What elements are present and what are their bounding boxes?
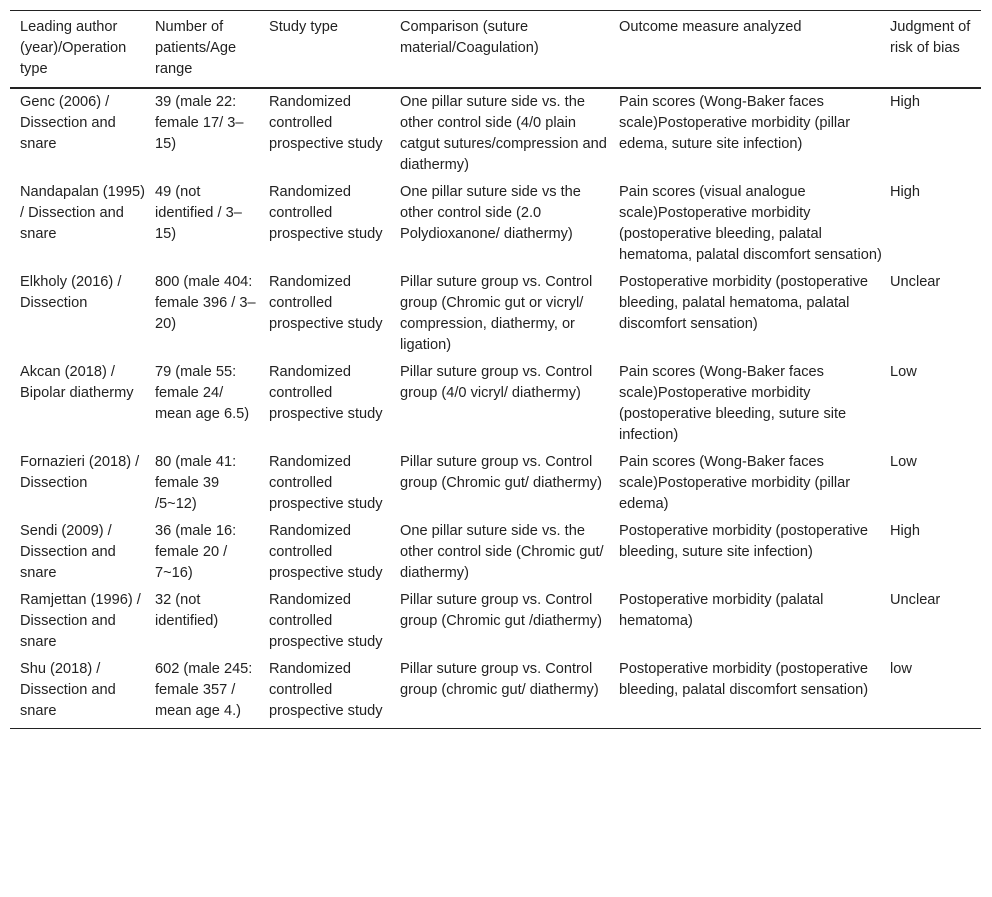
cell-author-operation: Ramjettan (1996) / Dissection and snare	[20, 592, 141, 650]
header-row	[10, 11, 981, 89]
cell-author-operation: Genc (2006) / Dissection and snare	[20, 94, 116, 152]
header-risk-of-bias: Judgment of risk of bias	[890, 19, 971, 56]
cell-study-type: Randomized controlled prospective study	[269, 661, 383, 719]
cell-study-type: Randomized controlled prospective study	[269, 364, 383, 422]
cell-outcome-measure: Postoperative morbidity (postoperative bleeding, palatal discomfort sensation)	[619, 661, 869, 698]
cell-outcome-measure: Postoperative morbidity (palatal hematoma)	[619, 592, 824, 629]
cell-comparison: One pillar suture side vs. the other control side (4/0 plain catgut sutures/compression and diathermy)	[400, 94, 607, 173]
cell-comparison: One pillar suture side vs. the other control side (Chromic gut/ diathermy)	[400, 523, 604, 581]
table-row	[10, 656, 981, 729]
cell-risk-of-bias: Low	[890, 454, 917, 470]
cell-comparison: Pillar suture group vs. Control group (Chromic gut/ diathermy)	[400, 454, 602, 491]
cell-study-type: Randomized controlled prospective study	[269, 523, 383, 581]
cell-outcome-measure: Postoperative morbidity (postoperative bleeding, palatal hematoma, palatal discomfort sensation)	[619, 274, 869, 332]
cell-comparison: One pillar suture side vs the other control side (2.0 Polydioxanone/ diathermy)	[400, 184, 581, 242]
cell-risk-of-bias: Low	[890, 364, 917, 380]
cell-comparison: Pillar suture group vs. Control group (Chromic gut or vicryl/ compression, diathermy, or ligation)	[400, 274, 593, 353]
header-author-operation: Leading author (year)/Operation type	[20, 19, 127, 77]
header-patients-age: Number of patients/Age range	[155, 19, 237, 77]
header-outcome-measure: Outcome measure analyzed	[619, 19, 802, 35]
cell-outcome-measure: Pain scores (visual analogue scale)Postoperative morbidity (postoperative bleeding, palatal hematoma, palatal discomfort sensation)	[619, 184, 882, 263]
table-row	[10, 587, 981, 656]
cell-outcome-measure: Pain scores (Wong-Baker faces scale)Postoperative morbidity (pillar edema, suture site infection)	[619, 94, 851, 152]
cell-patients-age: 79 (male 55: female 24/ mean age 6.5)	[155, 364, 250, 422]
cell-patients-age: 80 (male 41: female 39 /5~12)	[155, 454, 237, 512]
cell-risk-of-bias: High	[890, 523, 921, 539]
cell-comparison: Pillar suture group vs. Control group (4/0 vicryl/ diathermy)	[400, 364, 593, 401]
cell-author-operation: Elkholy (2016) / Dissection	[20, 274, 122, 311]
cell-patients-age: 32 (not identified)	[155, 592, 219, 629]
study-characteristics-table	[10, 10, 981, 729]
table-row	[10, 518, 981, 587]
study-characteristics-table-container	[10, 10, 981, 729]
cell-risk-of-bias: High	[890, 184, 921, 200]
cell-study-type: Randomized controlled prospective study	[269, 592, 383, 650]
cell-author-operation: Sendi (2009) / Dissection and snare	[20, 523, 116, 581]
cell-study-type: Randomized controlled prospective study	[269, 454, 383, 512]
cell-patients-age: 36 (male 16: female 20 / 7~16)	[155, 523, 237, 581]
cell-patients-age: 39 (male 22: female 17/ 3–15)	[155, 94, 244, 152]
table-row	[10, 88, 981, 179]
cell-study-type: Randomized controlled prospective study	[269, 274, 383, 332]
table-row	[10, 449, 981, 518]
cell-outcome-measure: Pain scores (Wong-Baker faces scale)Postoperative morbidity (postoperative bleeding, suture site infection)	[619, 364, 847, 443]
cell-study-type: Randomized controlled prospective study	[269, 184, 383, 242]
cell-comparison: Pillar suture group vs. Control group (Chromic gut /diathermy)	[400, 592, 602, 629]
header-study-type: Study type	[269, 19, 338, 35]
cell-outcome-measure: Postoperative morbidity (postoperative bleeding, suture site infection)	[619, 523, 869, 560]
cell-author-operation: Nandapalan (1995) / Dissection and snare	[20, 184, 145, 242]
table-row	[10, 359, 981, 449]
cell-risk-of-bias: low	[890, 661, 912, 677]
cell-outcome-measure: Pain scores (Wong-Baker faces scale)Postoperative morbidity (pillar edema)	[619, 454, 851, 512]
table-header	[10, 11, 981, 89]
cell-comparison: Pillar suture group vs. Control group (chromic gut/ diathermy)	[400, 661, 599, 698]
cell-author-operation: Shu (2018) / Dissection and snare	[20, 661, 116, 719]
cell-author-operation: Akcan (2018) / Bipolar diathermy	[20, 364, 134, 401]
cell-study-type: Randomized controlled prospective study	[269, 94, 383, 152]
cell-patients-age: 602 (male 245: female 357 / mean age 4.)	[155, 661, 253, 719]
table-body	[10, 88, 981, 729]
cell-risk-of-bias: Unclear	[890, 274, 941, 290]
cell-risk-of-bias: Unclear	[890, 592, 941, 608]
table-row	[10, 179, 981, 269]
table-row	[10, 269, 981, 359]
cell-risk-of-bias: High	[890, 94, 921, 110]
cell-patients-age: 800 (male 404: female 396 / 3–20)	[155, 274, 256, 332]
header-comparison: Comparison (suture material/Coagulation)	[400, 19, 539, 56]
cell-author-operation: Fornazieri (2018) / Dissection	[20, 454, 140, 491]
cell-patients-age: 49 (not identified / 3–15)	[155, 184, 242, 242]
